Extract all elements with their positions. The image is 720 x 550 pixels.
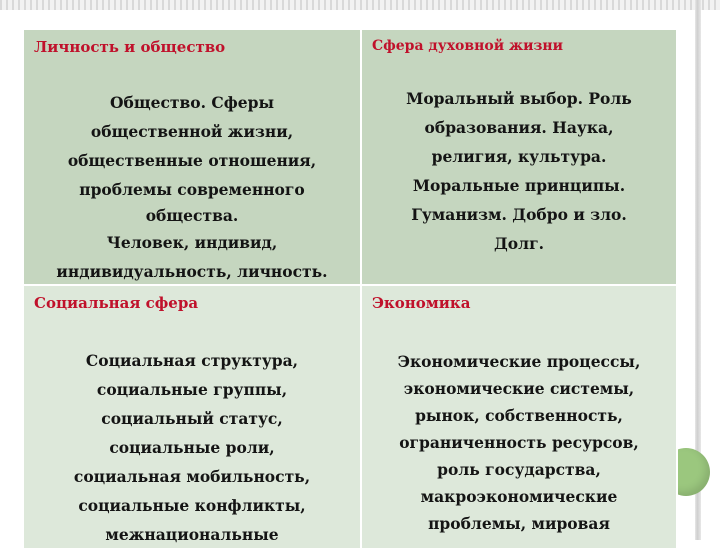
text-line: Долг. bbox=[494, 234, 544, 253]
cell-text bbox=[362, 84, 676, 258]
text-line: образования. Наука, bbox=[424, 118, 614, 137]
cell-title: Экономика bbox=[372, 294, 471, 312]
text-line: макроэкономические bbox=[420, 487, 618, 506]
text-line: социальные роли, bbox=[109, 438, 275, 457]
text-line: ограниченность ресурсов, bbox=[399, 433, 639, 452]
text-line: общественные отношения, bbox=[67, 151, 317, 170]
cell-title: Сфера духовной жизни bbox=[372, 38, 564, 54]
cell-text bbox=[24, 346, 360, 549]
text-line: социальная мобильность, bbox=[73, 467, 311, 486]
text-line: общества. bbox=[145, 206, 239, 225]
text-line: Экономические процессы, bbox=[397, 352, 641, 371]
text-line: Моральный выбор. Роль bbox=[406, 89, 632, 108]
text-line: роль государства, bbox=[437, 460, 601, 479]
cell-text bbox=[362, 348, 676, 537]
top-stripe-decoration bbox=[0, 0, 720, 10]
text-line: проблемы, мировая bbox=[428, 514, 610, 533]
text-line: общественной жизни, bbox=[90, 122, 294, 141]
text-line: социальный статус, bbox=[101, 409, 283, 428]
cell-social-sphere bbox=[23, 285, 361, 549]
cell-spiritual-sphere bbox=[361, 29, 677, 285]
cell-text bbox=[24, 88, 360, 286]
text-line: Социальная структура, bbox=[85, 351, 299, 370]
text-line: экономические системы, bbox=[403, 379, 635, 398]
cell-title: Социальная сфера bbox=[34, 294, 199, 312]
text-line: рынок, собственность, bbox=[415, 406, 623, 425]
text-line: проблемы современного bbox=[79, 180, 305, 199]
text-line: индивидуальность, личность. bbox=[56, 262, 328, 281]
cell-economy bbox=[361, 285, 677, 549]
text-line: Общество. Сферы bbox=[110, 93, 274, 112]
text-line: религия, культура. bbox=[431, 147, 607, 166]
cell-title: Личность и общество bbox=[34, 38, 226, 56]
topics-table bbox=[22, 28, 678, 550]
text-line: Моральные принципы. bbox=[412, 176, 626, 195]
text-line: Гуманизм. Добро и зло. bbox=[411, 205, 627, 224]
text-line: Человек, индивид, bbox=[106, 233, 278, 252]
text-line: межнациональные bbox=[105, 525, 279, 544]
text-line: социальные конфликты, bbox=[78, 496, 306, 515]
text-line: социальные группы, bbox=[96, 380, 288, 399]
cell-personality-society bbox=[23, 29, 361, 285]
